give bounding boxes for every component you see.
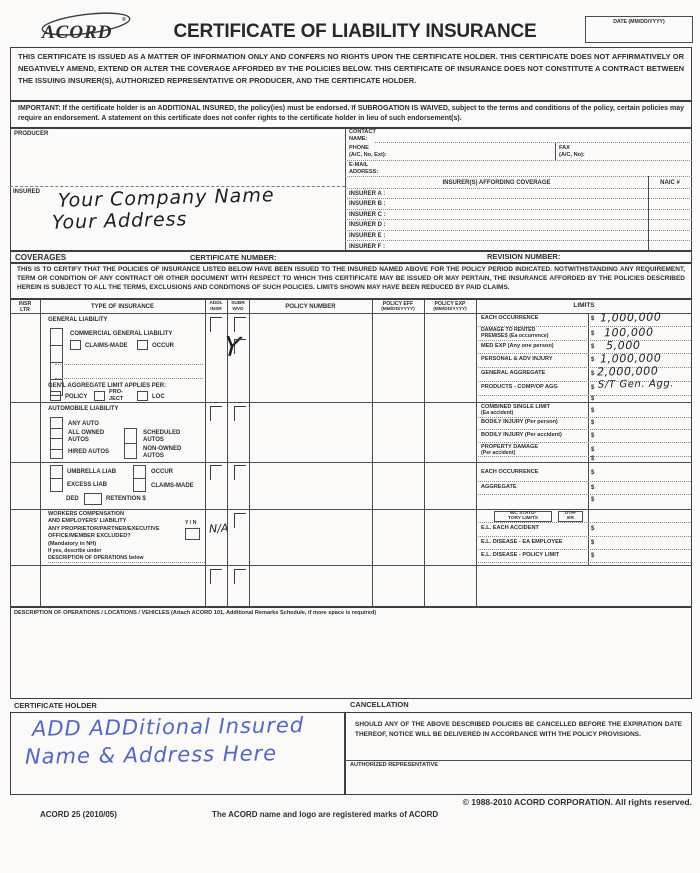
gl-occur-label: OCCUR (152, 343, 174, 349)
header-subr-2: WVD (232, 307, 244, 312)
auto-any-label: ANY AUTO (68, 421, 99, 427)
wc-limit-each-accident: E.L. EACH ACCIDENT (481, 525, 539, 531)
insurer-c-line (345, 219, 692, 220)
umb-limit-line-0 (478, 481, 691, 482)
auto-hired-label: HIRED AUTOS (68, 449, 110, 455)
limits-value-divider (588, 313, 589, 565)
gl-agg-pro-label: PRO- (109, 389, 123, 395)
fax-label-1: FAX (559, 145, 570, 151)
cancellation-label: CANCELLATION (350, 700, 409, 709)
umb-limit-2-dollar: $ (591, 497, 595, 503)
insurer-a-line (345, 198, 692, 199)
auto-section-line (10, 462, 692, 463)
umbrella-claims-made-label: CLAIMS-MADE (151, 483, 194, 489)
gl-agg-ject-label: JECT (109, 396, 124, 402)
wc-limit-1-dollar: $ (591, 540, 595, 546)
wc-line-5: (Mandatory in NH) (48, 541, 97, 547)
wc-limit-line-2 (478, 562, 691, 563)
naic-header: NAIC # (660, 180, 680, 186)
col-line-exp (476, 299, 477, 607)
auto-limit-pd-2: (Per accident) (481, 450, 516, 456)
header-exp-2: (MM/DD/YYYY) (433, 307, 467, 312)
gl-limit-each-occurrence: EACH OCCURRENCE (481, 315, 539, 321)
wc-statutory-2: TORY LIMITS (507, 516, 539, 521)
auto-title: AUTOMOBILE LIABILITY (48, 406, 119, 412)
header-policy-number: POLICY NUMBER (285, 304, 336, 310)
umbrella-occur-label: OCCUR (151, 469, 173, 475)
insurer-e-line (345, 240, 692, 241)
wc-limit-2-dollar: $ (591, 553, 595, 559)
subr-cell-mark-auto (234, 406, 246, 421)
umb-limit-line-1 (478, 494, 691, 495)
holder-handwriting-line2: Name & Address Here (24, 741, 278, 769)
gl-limit-1-value: 100,000 (603, 325, 654, 340)
auto-non-owned-1: NON-OWNED (143, 446, 182, 452)
registered-mark: ® (122, 17, 126, 23)
insured-name-handwriting: Your Company Name (57, 184, 275, 212)
auto-limit-csl-2: (Ea accident) (481, 410, 514, 416)
auto-limit-3-dollar: $ (591, 447, 595, 453)
col-line-eff (424, 299, 425, 607)
wc-limit-0-dollar: $ (591, 526, 595, 532)
fax-label-2: (A/C, No): (559, 152, 585, 158)
addl-cell-mark-blank (210, 569, 222, 584)
coverages-title: COVERAGES (15, 253, 67, 262)
auto-limit-line-3 (478, 456, 691, 457)
certify-text: THIS IS TO CERTIFY THAT THE POLICIES OF INSURANCE LISTED BELOW HAVE BEEN ISSUED TO THE INSURED NAMED ABOVE FOR THE POLICY PERIOD INDICATED. NOTWITHSTANDING ANY REQUIREMENT, TERM OR CONDITION OF ANY CONTRACT OR OTHER DOCUMENT WITH RESPECT TO WHICH THIS CERTIFICATE MAY BE ISSUED OR MAY PERTAIN, THE INSURANCE AFFORDED BY THE POLICIES DESCRIBED HEREIN IS SUBJECT TO ALL THE TERMS, EXCLUSIONS AND CONDITIONS OF SUCH POLICIES. LIMITS SHOWN MAY HAVE BEEN REDUCED BY PAID CLAIMS. (17, 266, 685, 291)
cancellation-statement: SHOULD ANY OF THE ABOVE DESCRIBED POLICIES BE CANCELLED BEFORE THE EXPIRATION DATE THEREOF, NOTICE WILL BE DELIVERED IN ACCORDANCE WITH THE POLICY PROVISIONS. (355, 721, 682, 739)
gl-agg-loc-label: LOC (152, 394, 165, 400)
gl-limit-3-dollar: $ (591, 357, 595, 363)
gl-strip-div2 (50, 362, 63, 363)
insurer-d-label: INSURER D : (349, 222, 386, 228)
addl-cell-mark-gl (210, 317, 222, 332)
producer-contact-divider (345, 128, 346, 251)
gl-limit-med-exp: MED EXP (Any one person) (481, 343, 554, 349)
insurer-d-line (345, 230, 692, 231)
auto-strip-div2 (50, 438, 63, 439)
insurer-e-label: INSURER E : (349, 233, 386, 239)
gl-agg-policy-checkbox[interactable] (50, 391, 61, 401)
auto-scheduled-1: SCHEDULED (143, 430, 181, 436)
phone-row-line (345, 160, 692, 161)
umbrella-liab-label: UMBRELLA LIAB (67, 469, 117, 475)
phone-fax-divider (555, 143, 556, 160)
header-addl-1: ADDL (209, 301, 223, 306)
auto-limit-2-dollar: $ (591, 433, 595, 439)
wc-other-1: OTH- (564, 511, 577, 516)
phone-label-1: PHONE (349, 145, 369, 151)
gl-blank-line-2 (55, 378, 203, 379)
auto-strip2-div (124, 443, 137, 444)
important-text: IMPORTANT: If the certificate holder is an ADDITIONAL INSURED, the policy(ies) must be endorsed. If SUBROGATION IS WAIVED, subject to the terms and conditions of the policy, certain policies may require an endorsement. A statement on this certificate does not confer rights to the certificate holder in lieu of such endorsement(s). (18, 105, 684, 123)
coverages-band (10, 251, 692, 263)
gl-limit-0-value: 1,000,000 (599, 310, 662, 325)
auto-limit-0-dollar: $ (591, 408, 595, 414)
gl-limit-products: PRODUCTS - COMP/OP AGG (481, 384, 558, 390)
wc-line-6: If yes, describe under (48, 548, 102, 554)
contact-name-fill-line (375, 142, 692, 143)
gl-limit-line-1 (478, 340, 691, 341)
wc-section-line (10, 565, 692, 566)
wc-limit-disease-employee: E.L. DISEASE - EA EMPLOYEE (481, 539, 563, 545)
subr-cell-mark-blank (234, 569, 246, 584)
header-subr-1: SUBR (231, 301, 245, 306)
auto-limit-4-dollar: $ (591, 456, 595, 462)
wc-yn-checkbox[interactable] (185, 528, 200, 540)
umb-limit-0-dollar: $ (591, 470, 595, 476)
page-title: CERTIFICATE OF LIABILITY INSURANCE (173, 21, 537, 42)
header-eff-1: POLICY EFF (382, 301, 414, 307)
contact-name-label-2: NAME: (349, 136, 368, 142)
col-line-policy (372, 299, 373, 607)
disclaimer-text: THIS CERTIFICATE IS ISSUED AS A MATTER OF INFORMATION ONLY AND CONFERS NO RIGHTS UPON THE CERTIFICATE HOLDER. THIS CERTIFICATE DOES NOT AFFIRMATIVELY OR NEGATIVELY AMEND, EXTEND OR ALTER THE COVERAGE AFFORDED BY THE POLICIES BELOW. THIS CERTIFICATE OF INSURANCE DOES NOT CONSTITUTE A CONTRACT BETWEEN THE ISSUING INSURER(S), AUTHORIZED REPRESENTATIVE OR PRODUCER, AND THE CERTIFICATE HOLDER. (18, 52, 684, 85)
auto-non-owned-2: AUTOS (143, 453, 164, 459)
acord-logo-text: ACORD (42, 22, 113, 43)
form-number: ACORD 25 (2010/05) (40, 810, 117, 819)
auto-limit-1-dollar: $ (591, 420, 595, 426)
wc-limit-line-0 (478, 536, 691, 537)
gl-limit-line-3 (478, 367, 691, 368)
gl-agg-policy-label: POLICY (65, 394, 88, 400)
retention-label: RETENTION $ (106, 496, 146, 502)
auto-all-owned-2: AUTOS (68, 437, 89, 443)
wc-yn-label: Y / N (185, 520, 197, 526)
affording-header-line (345, 188, 692, 189)
ded-label: DED (66, 496, 79, 502)
wc-limit-line-h (478, 522, 691, 523)
umb-strip-div (50, 478, 63, 479)
insurer-c-label: INSURER C : (349, 212, 386, 218)
auto-limit-line-0 (478, 417, 691, 418)
col-line-subr (249, 299, 250, 607)
excess-liab-label: EXCESS LIAB (67, 482, 108, 488)
umbrella-section-line (10, 509, 692, 510)
wc-line-3: ANY PROPRIETOR/PARTNER/EXECUTIVE (48, 526, 160, 532)
addl-cell-mark-umb (210, 465, 222, 480)
umb-limit-aggregate: AGGREGATE (481, 484, 517, 490)
insured-address-handwriting: Your Address (51, 208, 188, 234)
wc-line-4: OFFICE/MEMBER EXCLUDED? (48, 533, 131, 539)
gl-occur-checkbox[interactable] (137, 340, 148, 350)
auto-limit-line-1 (478, 429, 691, 430)
auto-scheduled-2: AUTOS (143, 437, 164, 443)
gl-limit-general-agg: GENERAL AGGREGATE (481, 370, 546, 376)
gl-limit-4-value: 2,000,000 (596, 364, 659, 379)
gl-limit-3-value: 1,000,000 (599, 351, 662, 366)
header-eff-2: (MM/DD/YYYY) (381, 307, 415, 312)
ded-checkbox[interactable] (84, 493, 102, 505)
auto-all-owned-1: ALL OWNED (68, 430, 105, 436)
gl-agg-loc-checkbox[interactable] (137, 391, 148, 401)
addl-cell-mark-auto (210, 406, 222, 421)
gl-limit-personal-adv: PERSONAL & ADV INJURY (481, 356, 553, 362)
date-label: DATE (MM/DD/YYYY) (613, 19, 665, 25)
header-type: TYPE OF INSURANCE (90, 304, 154, 310)
auto-limit-bi-accident: BODILY INJURY (Per accident) (481, 432, 562, 438)
revision-number-label: REVISION NUMBER: (487, 252, 561, 261)
wc-statutory-1: WC STATU- (509, 511, 537, 516)
subr-cell-mark-gl2 (234, 339, 246, 354)
gl-strip-div3 (50, 379, 63, 380)
insured-label: INSURED (13, 189, 41, 195)
phone-label-2: (A/C, No, Ext): (349, 152, 387, 158)
email-label-1: E-MAIL (349, 162, 369, 168)
insurer-b-label: INSURER B : (349, 201, 386, 207)
producer-label: PRODUCER (14, 131, 49, 137)
gl-limit-0-dollar: $ (591, 316, 595, 322)
gl-commercial-label: COMMERCIAL GENERAL LIABILITY (70, 331, 173, 337)
gl-limit-5-dollar: $ (591, 385, 595, 391)
col-line-insr (40, 299, 41, 607)
wc-limit-line-1 (478, 549, 691, 550)
umb-strip2-div (133, 478, 146, 479)
insurer-a-label: INSURER A : (349, 191, 386, 197)
wc-line-7: DESCRIPTION OF OPERATIONS below (48, 555, 144, 561)
wc-line-1: WORKERS COMPENSATION (48, 511, 125, 517)
header-insr-2: LTR (20, 307, 30, 313)
wc-other-2: ER (567, 516, 574, 521)
wc-desc-underline (48, 562, 205, 563)
email-label-2: ADDRESS: (349, 169, 379, 175)
email-row-line (345, 176, 692, 177)
gl-limit-2-dollar: $ (591, 344, 595, 350)
subr-cell-mark-umb (234, 465, 246, 480)
description-label: DESCRIPTION OF OPERATIONS / LOCATIONS / VEHICLES (Attach ACORD 101, Additional Remarks Schedule, if more space is required) (14, 610, 377, 616)
gl-limit-1-dollar: $ (591, 331, 595, 337)
insurer-b-line (345, 209, 692, 210)
certificate-holder-label: CERTIFICATE HOLDER (14, 701, 97, 710)
holder-handwriting-line1: ADD ADDitional Insured (31, 713, 305, 741)
auto-strip-div3 (50, 449, 63, 450)
gl-claims-made-label: CLAIMS-MADE (85, 343, 128, 349)
umb-limit-1-dollar: $ (591, 485, 595, 491)
umb-limit-each-occ: EACH OCCURRENCE (481, 469, 539, 475)
auto-limit-bi-person: BODILY INJURY (Per person) (481, 419, 558, 425)
affording-coverage-header: INSURER(S) AFFORDING COVERAGE (442, 180, 551, 186)
auto-limit-pd-1: PROPERTY DAMAGE (481, 444, 539, 450)
wc-na-handwriting: N/A (208, 521, 229, 536)
header-exp-1: POLICY EXP (434, 301, 466, 307)
subr-cell-mark-wc (234, 513, 246, 528)
copyright-text: © 1988-2010 ACORD CORPORATION. All rights reserved. (462, 797, 692, 807)
gl-limit-damage-1: DAMAGE TO RENTED (481, 327, 536, 333)
certificate-number-label: CERTIFICATE NUMBER: (190, 253, 277, 262)
contact-name-label-1: CONTACT (349, 129, 376, 135)
auto-limit-line-2 (478, 442, 691, 443)
authorized-rep-label: AUTHORIZED REPRESENTATIVE (350, 762, 439, 768)
gl-limit-4-dollar: $ (591, 371, 595, 377)
auto-limit-csl-1: COMBINED SINGLE LIMIT (481, 404, 550, 410)
header-row-line (10, 313, 692, 314)
gl-limit-5-value: S/T Gen. Agg. (597, 378, 675, 391)
gl-limit-line-5 (478, 395, 691, 396)
gl-limit-2-value: 5,000 (605, 338, 641, 353)
col-line-type (205, 299, 206, 607)
wc-limit-disease-policy: E.L. DISEASE - POLICY LIMIT (481, 552, 560, 558)
auth-rep-divider (345, 760, 692, 761)
acord-logo (38, 10, 138, 46)
gl-blank-line-1 (55, 364, 203, 365)
description-box[interactable] (10, 607, 692, 699)
subr-cell-mark-gl (234, 317, 246, 332)
header-limits: LIMITS (573, 302, 595, 309)
gl-agg-label: GEN'L AGGREGATE LIMIT APPLIES PER: (48, 383, 167, 389)
gl-claims-made-checkbox[interactable] (70, 340, 81, 350)
gl-limit-damage-2: PREMISES (Ea occurrence) (481, 333, 549, 339)
wc-line-2: AND EMPLOYERS' LIABILITY (48, 518, 127, 524)
auto-strip-div1 (50, 428, 63, 429)
header-addl-2: INSR (210, 307, 222, 312)
gl-addl-insr-handwriting: Y (222, 331, 242, 364)
insurer-f-label: INSURER F : (349, 244, 385, 250)
gl-limit-6-dollar: $ (591, 396, 595, 402)
gl-strip-div1 (50, 345, 63, 346)
gl-title: GENERAL LIABILITY (48, 317, 108, 323)
gl-agg-project-checkbox[interactable] (94, 391, 105, 401)
trademark-text: The ACORD name and logo are registered marks of ACORD (212, 810, 439, 819)
header-insr-1: INSR (18, 301, 32, 307)
